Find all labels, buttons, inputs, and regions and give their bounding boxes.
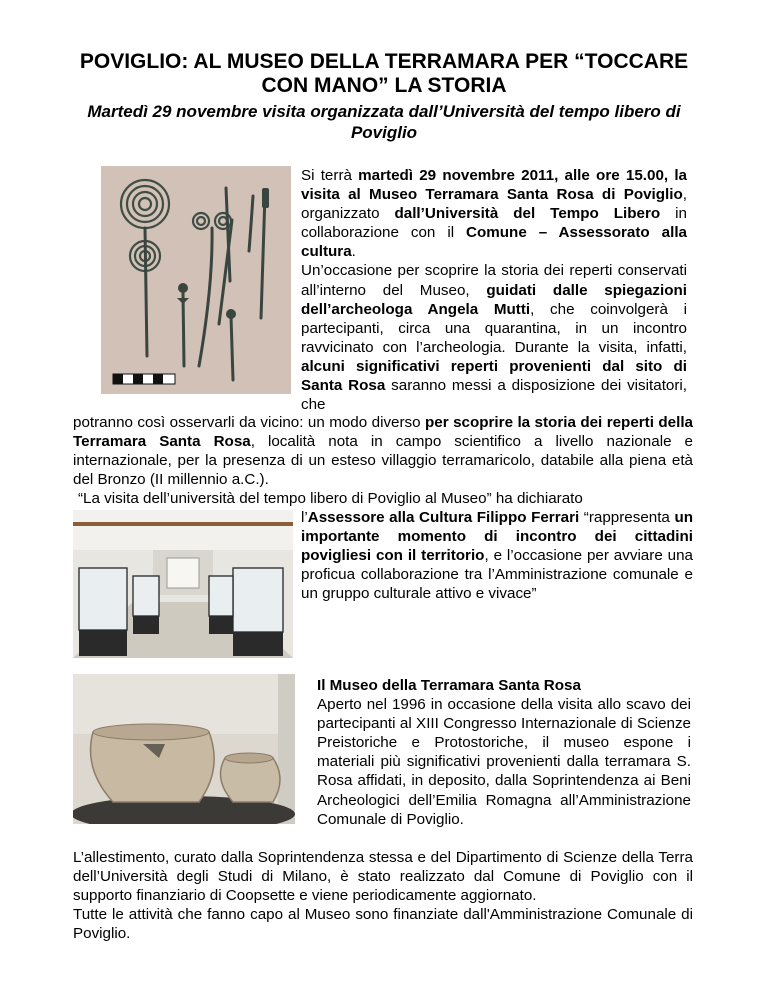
paragraph-visit-continuation: potranno così osservarli da vicino: un modo diverso per scoprire la storia dei reperti della Terramara Santa Rosa, località nota in campo scientifico a livello nazionale e internazionale, per la presenza di un esteso villaggio terramaricolo, databile alla piena età del Bronzo (II millennio a.C.). xyxy=(73,414,693,489)
intro-text-block xyxy=(301,166,687,414)
museum-section-heading: Il Museo della Terramara Santa Rosa xyxy=(317,677,581,694)
paragraph-museum-setup: L’allestimento, curato dalla Soprintendenza stessa e del Dipartimento di Scienze della Terra dell’Università degli Studi di Milano, è stato realizzato dal Comune di Poviglio con il supporto finanziario di Coopsette e viene periodicamente aggiornato. xyxy=(73,849,693,905)
paragraph-assessor-quote: l’Assessore alla Cultura Filippo Ferrari “rappresenta un importante momento di incontro dei cittadini povigliesi con il territorio, e l’occasione per avviare una proficua collaborazione tra l’Amministrazione comunale e un gruppo culturale attivo e vivace” xyxy=(301,509,693,603)
bronze-pins-photo xyxy=(101,166,291,394)
pottery-vases-photo xyxy=(73,674,295,824)
paragraph-announcement: Si terrà martedì 29 novembre 2011, alle ore 15.00, la visita al Museo Terramara Santa Rosa di Poviglio, organizzato dall’Università del Tempo Libero in collaborazione con il Comune – Assessorato alla cultura. xyxy=(301,167,687,261)
article-title: POVIGLIO: AL MUSEO DELLA TERRAMARA PER “TOCCARE CON MANO” LA STORIA xyxy=(79,50,689,97)
museum-section-block xyxy=(317,676,691,829)
closing-text-block xyxy=(73,848,693,943)
paragraph-visit-description: Un’occasione per scoprire la storia dei reperti conservati all’interno del Museo, guidati dalle spiegazioni dell’archeologa Angela Mutti, che coinvolgerà i partecipanti, circa una quarantina, in un incontro ravvicinato con l’archeologia. Durante la visita, infatti, alcuni significativi reperti provenienti dal sito di Santa Rosa saranno messi a disposizione dei visitatori, che xyxy=(301,262,688,414)
assessor-quote-block xyxy=(301,508,693,603)
paragraph-museum-funding: Tutte le attività che fanno capo al Museo sono finanziate dall'Amministrazione Comunale di Poviglio. xyxy=(73,906,693,943)
article-subtitle: Martedì 29 novembre visita organizzata dall’Università del tempo libero di Poviglio xyxy=(87,102,681,142)
visit-continuation-block xyxy=(73,413,693,489)
paragraph-museum-history: Aperto nel 1996 in occasione della visita allo scavo dei partecipanti al XIII Congresso Internazionale di Scienze Preistoriche e Protostoriche, il museo espone i materiali più significativi provenienti dalla terramara S. Rosa affidati, in deposito, dalla Soprintendenza ai Beni Archeologici dell’Emilia Romagna all’Amministrazione Comunale di Poviglio. xyxy=(317,696,691,828)
assessor-quote-lead: “La visita dell’università del tempo libero di Poviglio al Museo” ha dichiarato xyxy=(78,490,583,507)
museum-interior-photo xyxy=(73,510,293,658)
